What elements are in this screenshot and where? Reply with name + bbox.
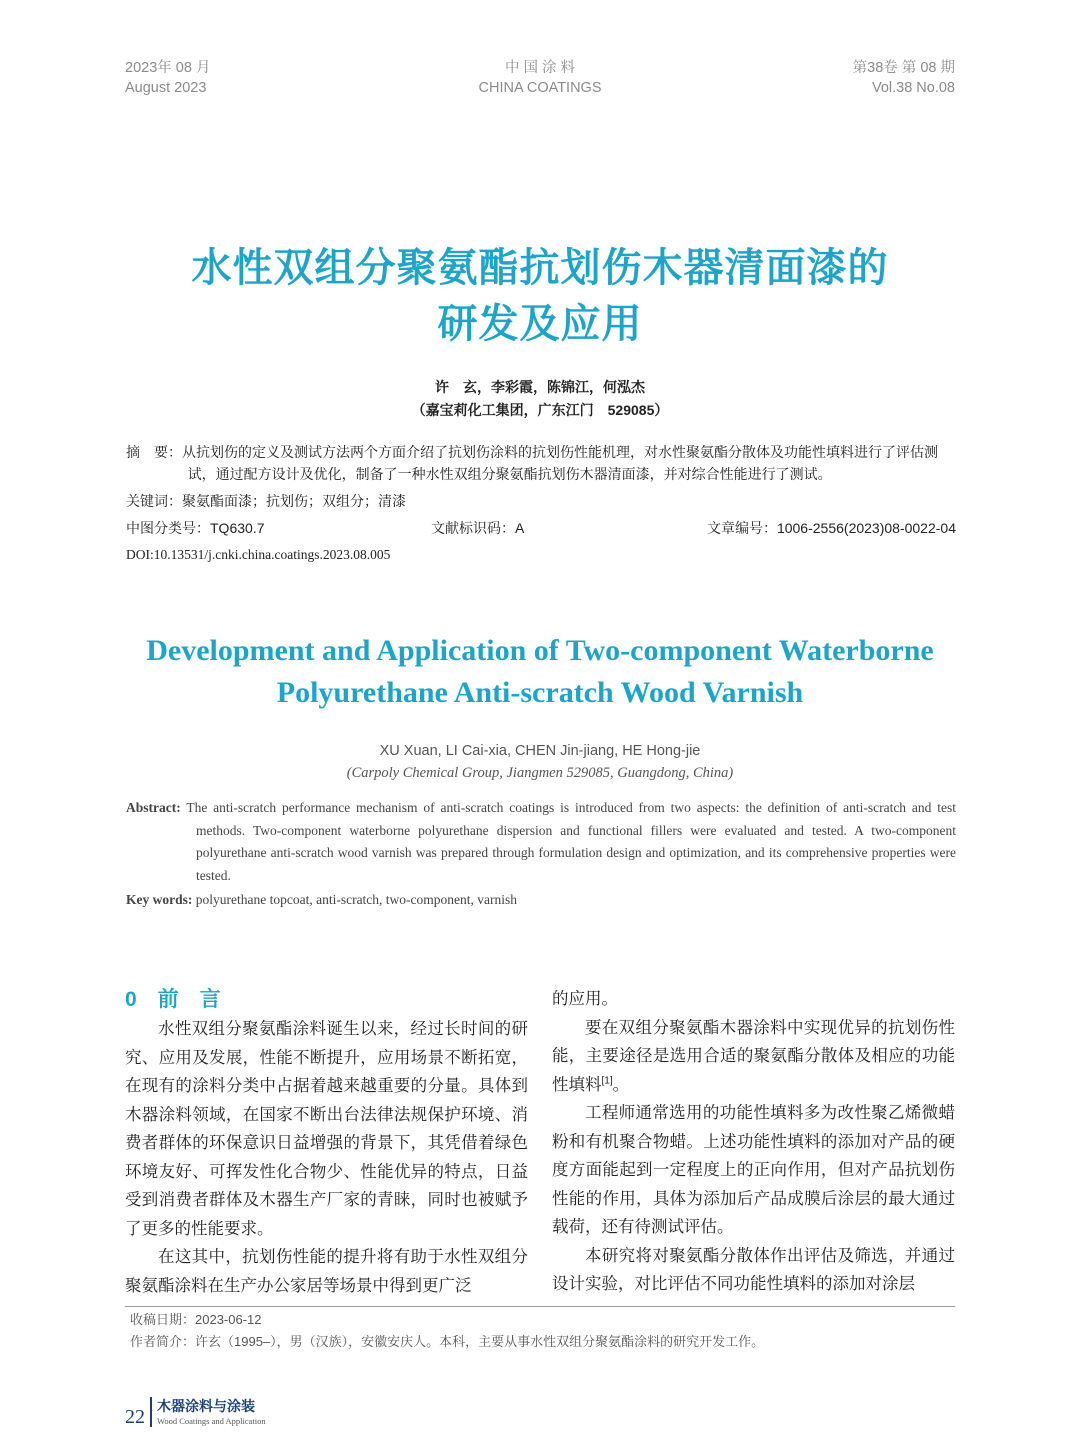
title-cn-line: 水性双组分聚氨酯抗划伤木器清面漆的 <box>191 246 889 290</box>
keywords-en-label: Key words: <box>126 892 193 907</box>
right-column <box>552 985 955 1299</box>
paragraph: 工程师通常选用的功能性填料多为改性聚乙烯微蜡粉和有机聚合物蜡。上述功能性填料的添加对产品的硬度方面能起到一定程度上的正向作用，但对产品抗划伤性能的作用，具体为添加后产品成膜后涂层的最大通过载荷，还有待测试评估。 <box>552 1104 955 1236</box>
affiliation-cn: （嘉宝莉化工集团，广东江门 529085） <box>411 402 669 418</box>
title-en-line: Development and Application of Two-component Waterborne <box>146 634 934 667</box>
doi: DOI:10.13531/j.cnki.china.coatings.2023.08.005 <box>126 547 391 562</box>
footer-journal-en: Wood Coatings and Application <box>157 1416 266 1426</box>
authors-cn: 许 玄，李彩霞，陈锦江，何泓杰 <box>435 379 645 395</box>
paragraph: 在这其中，抗划伤性能的提升将有助于水性双组分聚氨酯涂料在生产办公家居等场景中得到更广泛 <box>125 1248 528 1295</box>
affiliation-en: (Carpoly Chemical Group, Jiangmen 529085, Guangdong, China) <box>346 765 734 781</box>
abstract-cn <box>126 441 956 485</box>
page-number: 22 <box>125 1406 145 1428</box>
header-right <box>853 58 955 98</box>
left-column <box>125 985 528 1300</box>
header-date-cn: 2023年 08 月 <box>125 60 211 76</box>
en-abstract-block <box>126 797 956 912</box>
header-center <box>440 58 640 98</box>
author-bio: 作者简介：许玄（1995–），男（汉族），安徽安庆人。本科，主要从事水性双组分聚氨酯涂料的研究开发工作。 <box>130 1334 765 1349</box>
abstract-cn-label: 摘 要： <box>126 444 182 460</box>
footer-journal <box>150 1397 266 1427</box>
title-en <box>0 630 1080 714</box>
columns <box>125 985 955 1300</box>
abstract-cn-text: 从抗划伤的定义及测试方法两个方面介绍了抗划伤涂料的抗划伤性能机理，对水性聚氨酯分散体及功能性填料进行了评估测试，通过配方设计及优化，制备了一种水性双组分聚氨酯抗划伤木器清面漆，并对综合性能进行了测试。 <box>182 444 938 482</box>
keywords-cn: 关键词：聚氨酯面漆；抗划伤；双组分；清漆 <box>126 493 406 509</box>
paragraph-continuation: 的应用。 <box>552 990 618 1008</box>
volume-en: Vol.38 No.08 <box>871 80 955 96</box>
paragraph: 本研究将对聚氨酯分散体作出评估及筛选，并通过设计实验，对比评估不同功能性填料的添加对涂层 <box>552 1246 955 1293</box>
title-cn <box>0 240 1080 352</box>
article-number: 文章编号：1006-2556(2023)08-0022-04 <box>706 520 956 536</box>
authors-en-block <box>0 740 1080 784</box>
cn-meta-block <box>126 441 956 571</box>
footnote <box>125 1306 955 1353</box>
journal-name-cn: 中 国 涂 料 <box>504 60 576 76</box>
title-cn-line: 研发及应用 <box>437 302 643 346</box>
authors-block <box>0 376 1080 422</box>
abstract-en <box>126 797 956 887</box>
page-footer <box>125 1397 955 1429</box>
classification-number: 中图分类号：TQ630.7 <box>126 520 265 536</box>
authors-en: XU Xuan, LI Cai-xia, CHEN Jin-jiang, HE Hong-jie <box>379 743 701 759</box>
journal-name-en: CHINA COATINGS <box>478 80 602 96</box>
paragraph-text: 。 <box>612 1075 630 1094</box>
citation-ref[interactable]: [1] <box>601 1075 613 1086</box>
classification-row <box>126 517 956 539</box>
paragraph-text: 要在双组分聚氨酯木器涂料中实现优异的抗划伤性能，主要途径是选用合适的聚氨酯分散体及相应的功能性填料 <box>552 1018 955 1094</box>
footer-journal-cn: 木器涂料与涂装 <box>157 1398 255 1414</box>
abstract-en-label: Abstract: <box>126 800 181 815</box>
body-flow <box>125 985 955 1429</box>
section-heading: 0 前 言 <box>125 988 221 1011</box>
header-date-en: August 2023 <box>125 80 207 96</box>
paragraph: 水性双组分聚氨酯涂料诞生以来，经过长时间的研究、应用及发展，性能不断提升，应用场景不断拓宽，在现有的涂料分类中占据着越来越重要的分量。具体到木器涂料领域，在国家不断出台法律法规保护环境、消费者群体的环保意识日益增强的背景下，其凭借着绿色环境友好、可挥发性化合物少、性能优异的特点，日益受到消费者群体及木器生产厂家的青睐，同时也被赋予了更多的性能要求。 <box>125 1020 528 1238</box>
paragraph <box>552 1014 955 1100</box>
header-left <box>125 58 210 98</box>
document-code: 文献标识码：A <box>431 520 525 536</box>
volume-cn: 第38卷 第 08 期 <box>852 60 955 76</box>
keywords-en <box>126 889 956 912</box>
title-en-line: Polyurethane Anti-scratch Wood Varnish <box>276 676 804 709</box>
abstract-en-text: The anti-scratch performance mechanism of anti-scratch coatings is introduced from two aspects: the definition of anti-scratch and test methods. Two-component waterborne polyurethane dispersion and functional fillers were evaluated and tested. A two-component polyurethane anti-scratch wood varnish was prepared through formulation design and optimization, and its comprehensive properties were tested. <box>186 800 956 883</box>
keywords-en-text: polyurethane topcoat, anti-scratch, two-component, varnish <box>195 892 518 907</box>
received-date: 收稿日期：2023-06-12 <box>130 1312 262 1327</box>
